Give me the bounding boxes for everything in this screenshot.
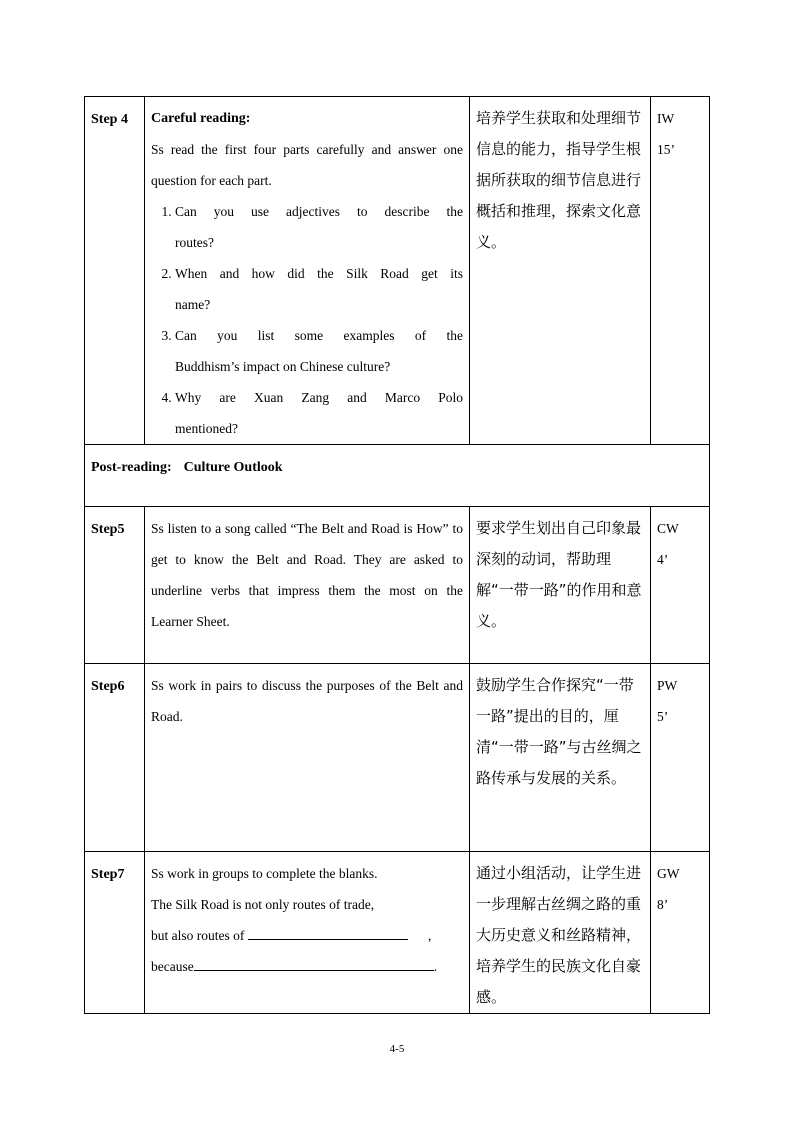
mode-text: CW xyxy=(657,521,679,536)
blank-suffix: , xyxy=(428,928,432,943)
blank-line-2 xyxy=(151,951,463,982)
list-item xyxy=(175,258,463,320)
section-heading-row xyxy=(85,445,710,507)
activity-cell xyxy=(145,507,470,664)
question-line: Can you list some examples of the xyxy=(175,328,463,343)
table-row-step5 xyxy=(85,507,710,664)
purpose-cell xyxy=(470,664,651,852)
activity-cell xyxy=(145,97,470,445)
purpose-cell xyxy=(470,507,651,664)
question-line: Buddhism’s impact on Chinese culture? xyxy=(175,359,391,374)
mode-cell xyxy=(651,664,710,852)
time-text: 4’ xyxy=(657,552,669,567)
question-line: Why are Xuan Zang and Marco Polo xyxy=(175,390,463,405)
purpose-text: 培养学生获取和处理细节信息的能力，指导学生根据所获取的细节信息进行概括和推理，探索文化意义。 xyxy=(476,109,642,251)
activity-text: Ss listen to a song called “The Belt and Road is How” to get to know the Belt and Road. They are asked to underline verbs that impress them the most on the Learner Sheet. xyxy=(151,521,463,629)
mode-text: IW xyxy=(657,111,675,126)
section-label: Post-reading: xyxy=(91,460,172,475)
purpose-cell xyxy=(470,97,651,445)
activity-cell xyxy=(145,852,470,1014)
time-text: 8’ xyxy=(657,897,669,912)
purpose-text: 通过小组活动，让学生进一步理解古丝绸之路的重大历史意义和丝路精神，培养学生的民族文化自豪感。 xyxy=(476,864,642,1006)
step-label: Step5 xyxy=(91,522,125,537)
purpose-cell xyxy=(470,852,651,1014)
question-list xyxy=(151,196,463,444)
purpose-text: 要求学生划出自己印象最深刻的动词，帮助理解“一带一路”的作用和意义。 xyxy=(476,519,642,630)
step-cell xyxy=(85,507,145,664)
mode-text: PW xyxy=(657,678,678,693)
list-item xyxy=(175,320,463,382)
activity-line: Ss work in groups to complete the blanks. xyxy=(151,866,378,881)
question-line: When and how did the Silk Road get its xyxy=(175,266,463,281)
list-item xyxy=(175,382,463,444)
fill-blank[interactable] xyxy=(248,925,408,940)
blank-prefix: but also routes of xyxy=(151,928,245,943)
lesson-plan-table xyxy=(84,96,710,1014)
question-line: name? xyxy=(175,297,211,312)
time-text: 5’ xyxy=(657,709,669,724)
time-text: 15’ xyxy=(657,142,675,157)
list-item xyxy=(175,196,463,258)
blank-suffix: . xyxy=(433,959,438,974)
mode-cell xyxy=(651,507,710,664)
activity-title: Careful reading: xyxy=(151,111,251,126)
fill-blank[interactable] xyxy=(194,956,434,971)
step-cell xyxy=(85,664,145,852)
step-label: Step7 xyxy=(91,867,125,882)
table-row-step6 xyxy=(85,664,710,852)
section-heading-cell xyxy=(85,445,710,507)
activity-text: Ss work in pairs to discuss the purposes of the Belt and Road. xyxy=(151,678,463,724)
mode-cell xyxy=(651,852,710,1014)
activity-intro: Ss read the first four parts carefully and answer one question for each part. xyxy=(151,142,463,188)
step-label: Step 4 xyxy=(91,112,128,127)
step-cell xyxy=(85,97,145,445)
question-line: routes? xyxy=(175,235,214,250)
blank-prefix: because xyxy=(151,959,194,974)
section-title: Culture Outlook xyxy=(183,460,283,475)
mode-cell xyxy=(651,97,710,445)
step-label: Step6 xyxy=(91,679,125,694)
question-line: mentioned? xyxy=(175,421,238,436)
mode-text: GW xyxy=(657,866,680,881)
step-cell xyxy=(85,852,145,1014)
question-line: Can you use adjectives to describe the xyxy=(175,204,463,219)
purpose-text: 鼓励学生合作探究“一带一路”提出的目的，厘清“一带一路”与古丝绸之路传承与发展的关系。 xyxy=(476,676,642,787)
page-number: 4-5 xyxy=(389,1043,405,1055)
table-row-step7 xyxy=(85,852,710,1014)
activity-cell xyxy=(145,664,470,852)
table-row-step4 xyxy=(85,97,710,445)
blank-line-1 xyxy=(151,920,463,951)
activity-line: The Silk Road is not only routes of trade, xyxy=(151,897,375,912)
